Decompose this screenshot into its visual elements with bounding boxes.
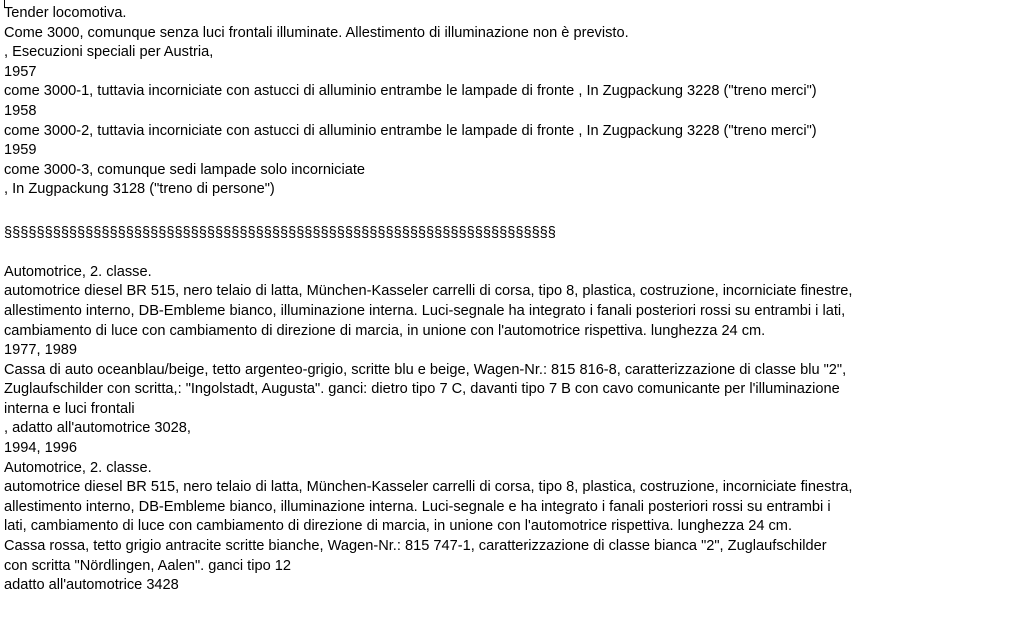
text-line: come 3000-2, tuttavia incorniciate con astucci di alluminio entrambe le lampade di fronte , In Zugpackung 3228 ("treno merci")	[4, 122, 817, 139]
text-line: interna e luci frontali	[4, 400, 135, 417]
text-line: come 3000-3, comunque sedi lampade solo incorniciate	[4, 161, 366, 178]
document-page	[4, 0, 1022, 618]
text-line: cambiamento di luce con cambiamento di direzione di marcia, in unione con l'automotrice rispettiva. lunghezza 24 cm.	[4, 322, 766, 339]
section-separator: §§§§§§§§§§§§§§§§§§§§§§§§§§§§§§§§§§§§§§§§§§§§§§§§§§§§§§§§§§§§§§§§§§§§	[4, 224, 556, 241]
blank-line	[4, 243, 1022, 263]
text-line: Come 3000, comunque senza luci frontali illuminate. Allestimento di illuminazione non è previsto.	[4, 24, 629, 41]
text-line: , In Zugpackung 3128 ("treno di persone")	[4, 181, 275, 198]
text-line: automotrice diesel BR 515, nero telaio di latta, München-Kasseler carrelli di corsa, tipo 8, plastica, costruzione, incorniciate finestre,	[4, 283, 853, 300]
text-line: allestimento interno, DB-Embleme bianco, illuminazione interna. Luci-segnale e ha integrato i fanali posteriori rossi su entrambi i	[4, 498, 831, 515]
text-line: allestimento interno, DB-Embleme bianco, illuminazione interna. Luci-segnale ha integrato i fanali posteriori rossi su entrambi i lati,	[4, 302, 846, 319]
text-line: , Esecuzioni speciali per Austria,	[4, 44, 214, 61]
text-line: Automotrice, 2. classe.	[4, 263, 152, 280]
text-line: con scritta "Nördlingen, Aalen". ganci tipo 12	[4, 557, 292, 574]
text-line: Tender locomotiva.	[4, 5, 127, 21]
text-line: 1977, 1989	[4, 342, 78, 359]
text-line: 1959	[4, 142, 37, 159]
text-line: Automotrice, 2. classe.	[4, 459, 152, 476]
text-line: Zuglaufschilder con scritta,: "Ingolstadt, Augusta". ganci: dietro tipo 7 C, davanti tipo 7 B con cavo comunicante per l'illuminazione	[4, 381, 840, 398]
text-line: 1957	[4, 63, 37, 80]
text-line: come 3000-1, tuttavia incorniciate con astucci di alluminio entrambe le lampade di fronte , In Zugpackung 3228 ("treno merci")	[4, 83, 817, 100]
text-line: 1994, 1996	[4, 440, 78, 457]
text-line: lati, cambiamento di luce con cambiamento di direzione di marcia, in unione con l'automotrice rispettiva. lunghezza 24 cm.	[4, 518, 793, 535]
text-line: automotrice diesel BR 515, nero telaio di latta, München-Kasseler carrelli di corsa, tipo 8, plastica, costruzione, incorniciate finestra,	[4, 479, 853, 496]
text-line: 1958	[4, 102, 37, 119]
text-line: adatto all'automotrice 3428	[4, 577, 179, 594]
blank-line	[4, 200, 1022, 220]
text-line: Cassa di auto oceanblau/beige, tetto argenteo-grigio, scritte blu e beige, Wagen-Nr.: 815 816-8, caratterizzazione di classe blu "2",	[4, 361, 847, 378]
text-line: , adatto all'automotrice 3028,	[4, 420, 191, 437]
text-line: Cassa rossa, tetto grigio antracite scritte bianche, Wagen-Nr.: 815 747-1, caratterizzazione di classe bianca "2", Zuglaufschilder	[4, 538, 827, 555]
